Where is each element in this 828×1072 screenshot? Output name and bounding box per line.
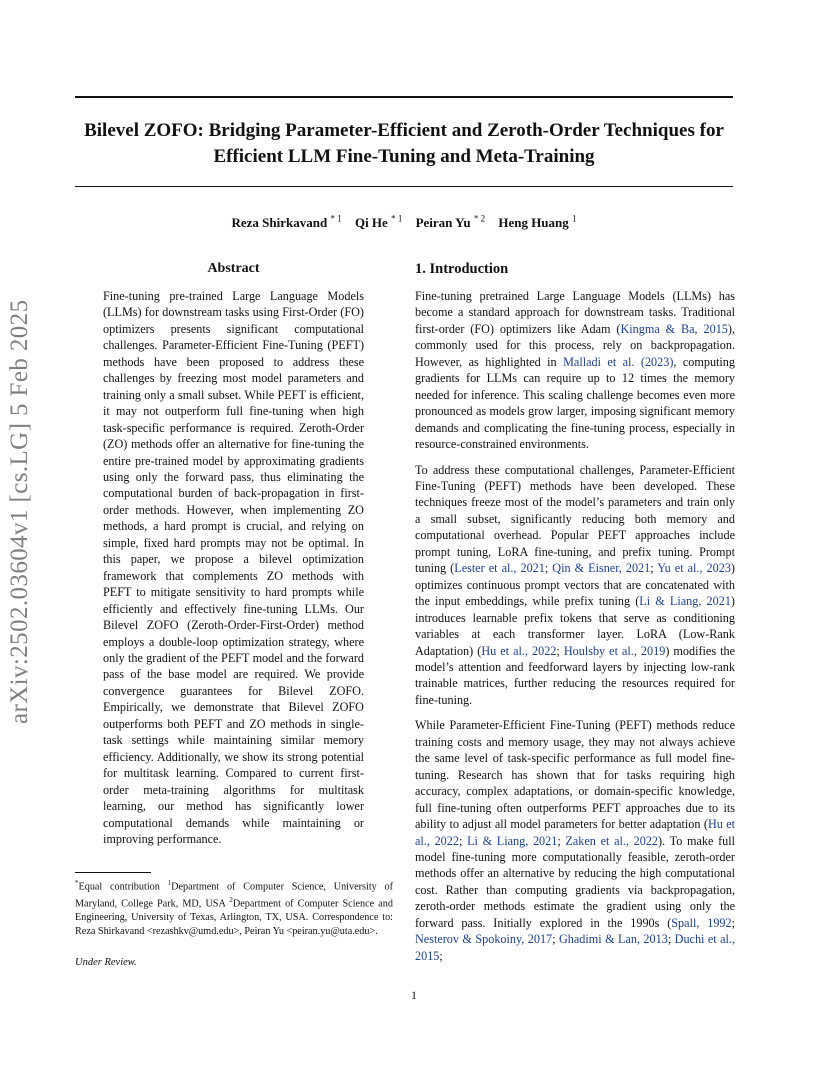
paragraph-text: ) modifies the model’s attention and feedforward layers by injecting low-rank trainable matrices, further reducing the resources required for fine-tuning. — [415, 643, 735, 707]
page-number: 1 — [411, 988, 417, 1002]
intro-paragraph-3 — [415, 717, 735, 964]
author-1: Reza Shirkavand $^{* 1}$ — [231, 214, 342, 231]
introduction-body — [415, 288, 735, 973]
introduction-heading: 1. Introduction — [415, 261, 509, 277]
under-review-note: Under Review. — [75, 957, 137, 968]
abstract-body — [103, 288, 364, 856]
citation-link[interactable]: Zaken et al., 2022 — [565, 833, 659, 848]
paper-title — [75, 118, 733, 170]
paragraph-text: ; — [667, 932, 675, 947]
arxiv-stamp: arXiv:2502.03604v1 [cs.LG] 5 Feb 2025 — [6, 299, 33, 724]
paragraph-text: ; — [458, 833, 468, 848]
paragraph-text: ), commonly used for this process, rely on backpropagation. However, as highlighted in — [415, 321, 735, 369]
footnote: *Equal contribution $^1$Department of Computer Science, University of Maryland, College Park, MD, USA $^2$Department of Computer Science and Engineering, University of Texas, Arlington, TX, USA. Correspondence to: Reza Shirkavand <rezashkv@umd.edu>, Peiran Yu <peiran.yu@uta.edu>. — [75, 879, 393, 937]
citation-link[interactable]: Yu et al., 2023 — [657, 561, 731, 576]
paragraph-text: ; — [650, 561, 658, 576]
intro-paragraph-1 — [415, 288, 735, 453]
paragraph-text: ) optimizes continuous prompt vectors that are concatenated with the input embeddings, while prefix tuning ( — [415, 561, 735, 609]
citation-link[interactable]: Hu et al., 2022 — [415, 817, 735, 848]
abstract-paragraph: Fine-tuning pre-trained Large Language Models (LLMs) for downstream tasks using First-Order (FO) optimizers presents significant computational challenges. Parameter-Efficient Fine-Tuning (PEFT) methods have been proposed to address these challenges by freezing most model parameters and training only a small subset. While PEFT is efficient, it may not outperform full fine-tuning when high task-specific performance is required. Zeroth-Order (ZO) methods offer an alternative for fine-tuning the entire pre-trained model by approximating gradients using only the forward pass, thus eliminating the computational burden of back-propagation in first-order methods. However, when implementing ZO methods, a hard prompt is crucial, and relying on simple, fixed hard prompts may not be optimal. In this paper, we propose a bilevel optimization framework that complements ZO methods with PEFT to mitigate sensitivity to hard prompts while efficiently and effectively fine-tuning LLMs. Our Bilevel ZOFO (Zeroth-Order-First-Order) method employs a double-loop optimization strategy, where only the gradient of the PEFT model and the forward pass of the base model are required. We provide convergence guarantees for Bilevel ZOFO. Empirically, we demonstrate that Bilevel ZOFO outperforms both PEFT and ZO methods in single-task settings while maintaining similar memory efficiency. Additionally, we show its strong potential for multitask learning. Compared to current first-order meta-training algorithms for multitask learning, our method has significantly lower computational demands while maintaining or improving performance. — [103, 289, 364, 846]
intro-paragraph-2 — [415, 462, 735, 709]
author-list — [75, 214, 733, 231]
paragraph-text: ). To make full model fine-tuning more computationally feasible, zeroth-order methods offer an alternative by reducing the high computational cost. Rather than computing gradients via backpropagation, zeroth-order methods estimate the gradient using only the forward pass. Initially explored in the 1990s ( — [415, 833, 736, 930]
citation-link[interactable]: Houlsby et al., 2019 — [563, 643, 666, 658]
paragraph-text: Fine-tuning pretrained Large Language Models (LLMs) has become a standard approach for downstream tasks. Traditional first-order (FO) optimizers like Adam ( — [415, 289, 735, 336]
footnote-rule — [75, 872, 151, 873]
title-line-2: Efficient LLM Fine-Tuning and Meta-Training — [213, 146, 595, 167]
citation-link[interactable]: Duchi et al., 2015 — [415, 932, 735, 963]
citation-link[interactable]: Spall, 1992 — [671, 915, 732, 930]
citation-link[interactable]: Lester et al., 2021 — [454, 561, 545, 576]
author-4: Heng Huang $^1$ — [498, 214, 577, 231]
paragraph-text: ; — [556, 643, 564, 658]
citation-link[interactable]: Malladi et al. (2023) — [563, 354, 674, 369]
paragraph-text: ) introduces learnable prefix tokens that serve as conditioning variables at each transformer layer. LoRA (Low-Rank Adaptation) ( — [415, 594, 735, 658]
paragraph-text: ; — [439, 948, 443, 963]
paragraph-text: ; — [557, 833, 566, 848]
citation-link[interactable]: Li & Liang, 2021 — [639, 594, 731, 609]
paragraph-text: To address these computational challenges, Parameter-Efficient Fine-Tuning (PEFT) methods have been developed. These techniques freeze most of the model’s parameters and train only a small subset, significantly reducing both memory and computational overhead. Popular PEFT approaches include prompt tuning, LoRA fine-tuning, and prefix tuning. Prompt tuning ( — [415, 462, 735, 576]
citation-link[interactable]: Li & Liang, 2021 — [467, 833, 558, 848]
citation-link[interactable]: Kingma & Ba, 2015 — [620, 321, 728, 336]
citation-link[interactable]: Ghadimi & Lan, 2013 — [558, 932, 668, 947]
abstract-heading: Abstract — [207, 261, 260, 276]
title-bottom-rule — [75, 186, 733, 187]
paragraph-text: ; — [552, 932, 559, 947]
title-top-rule — [75, 96, 733, 98]
citation-link[interactable]: Hu et al., 2022 — [481, 643, 557, 658]
citation-link[interactable]: Nesterov & Spokoiny, 2017 — [415, 932, 553, 947]
title-line-1: Bilevel ZOFO: Bridging Parameter-Efficient and Zeroth-Order Techniques for — [84, 120, 724, 141]
author-2: Qi He $^{* 1}$ — [354, 214, 403, 231]
paragraph-text: While Parameter-Efficient Fine-Tuning (PEFT) methods reduce training costs and memory usage, they may not always achieve the same level of task-specific performance as full model fine-tuning. Research has shown that for tasks requiring high accuracy, complex adaptations, or domain-specific knowledge, full fine-tuning often outperforms PEFT approaches due to its ability to adjust all model parameters for better adaptation ( — [415, 718, 735, 832]
paragraph-text: ; — [731, 915, 735, 930]
citation-link[interactable]: Qin & Eisner, 2021 — [552, 561, 651, 576]
paragraph-text: ; — [544, 561, 553, 576]
author-3: Peiran Yu $^{* 2}$ — [415, 214, 486, 231]
paragraph-text: , computing gradients for LLMs can require up to 12 times the memory needed for inference. This scaling challenge becomes even more pronounced as models grow larger, imposing significant memory demands and complicating the fine-tuning process, especially in resource-constrained environments. — [415, 354, 735, 452]
